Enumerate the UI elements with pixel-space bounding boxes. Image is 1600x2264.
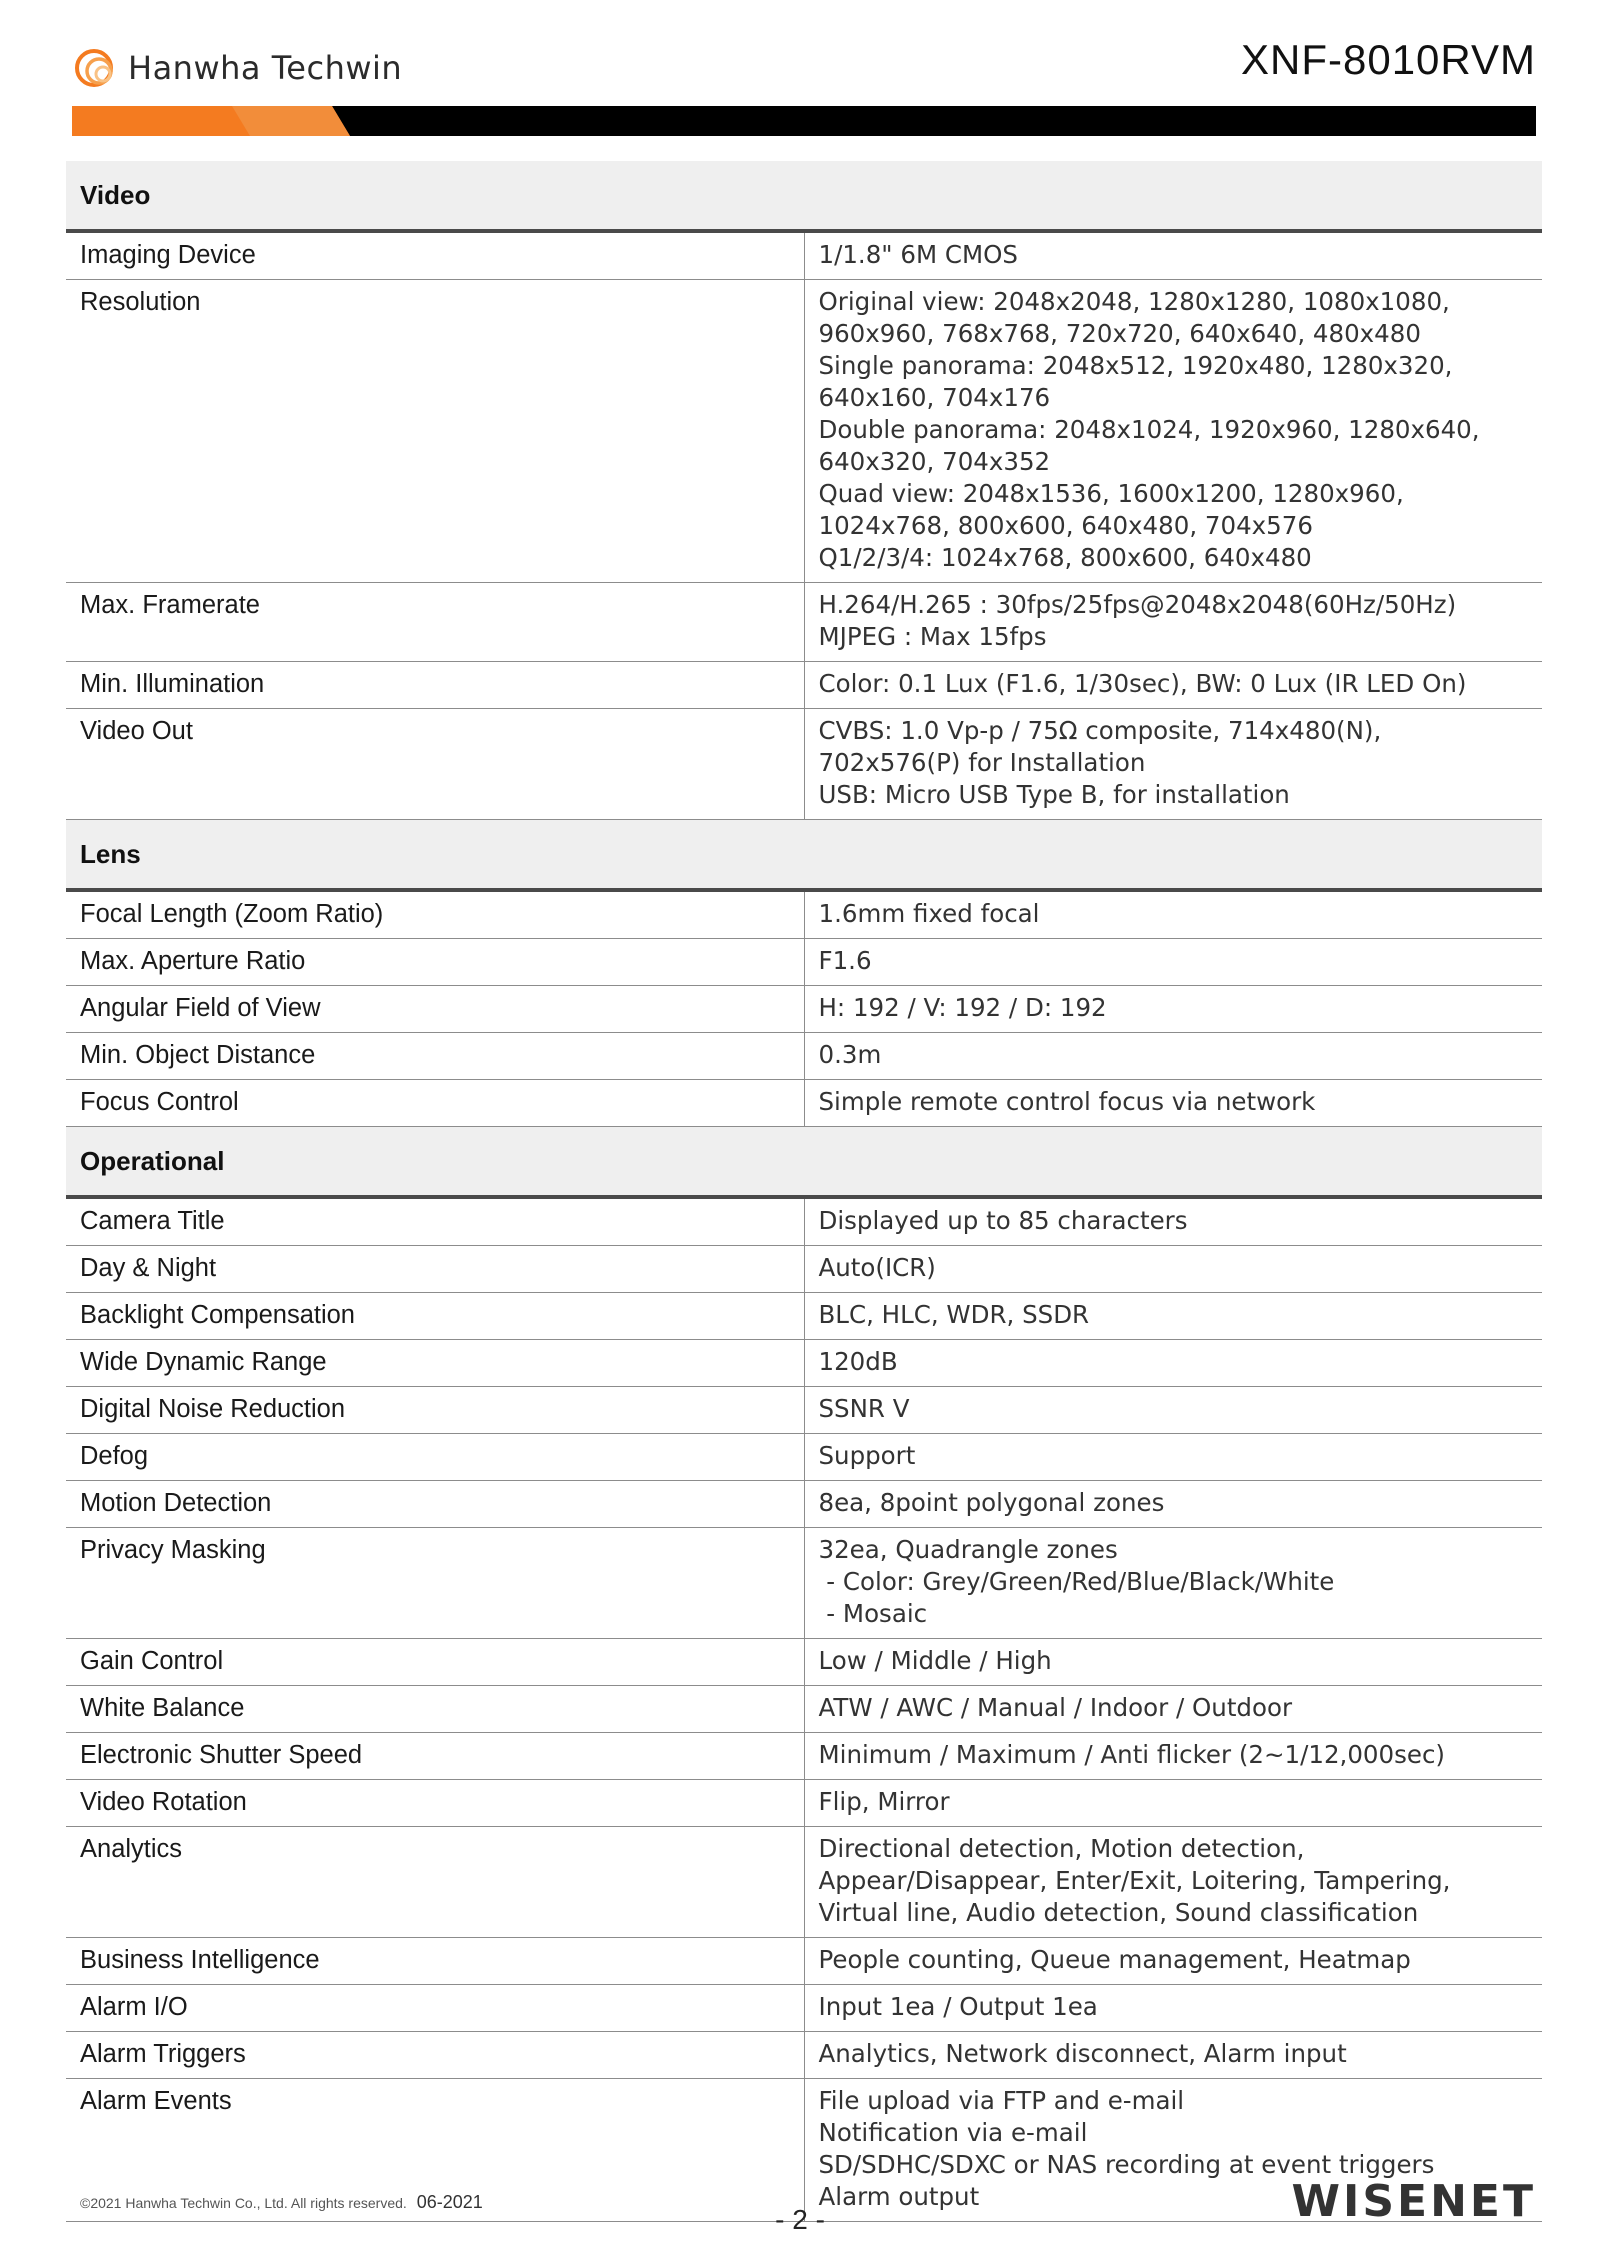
spec-value: [804, 1387, 1542, 1434]
spec-value-line: People counting, Queue management, Heatmap: [818, 1945, 1411, 1974]
spec-label: Analytics: [66, 1827, 804, 1938]
spec-row: [66, 1686, 1542, 1733]
spec-label: Video Rotation: [66, 1780, 804, 1827]
spec-value-line: 0.3m: [818, 1040, 882, 1069]
spec-value-line: 1.6mm fixed focal: [818, 899, 1040, 928]
model-number: XNF-8010RVM: [1241, 36, 1536, 83]
spec-value: [804, 890, 1542, 939]
header-bar: [72, 106, 1536, 136]
spec-label: Day & Night: [66, 1246, 804, 1293]
spec-value-line: - Color: Grey/Green/Red/Blue/Black/White: [818, 1567, 1335, 1596]
spec-value-line: Low / Middle / High: [818, 1646, 1052, 1675]
spec-label: Motion Detection: [66, 1481, 804, 1528]
spec-row: [66, 1387, 1542, 1434]
spec-value: [804, 662, 1542, 709]
spec-value-line: 120dB: [818, 1347, 898, 1376]
spec-value-line: Displayed up to 85 characters: [818, 1206, 1188, 1235]
spec-value-line: F1.6: [818, 946, 872, 975]
spec-value-line: SD/SDHC/SDXC or NAS recording at event triggers: [818, 2150, 1435, 2179]
spec-value-line: MJPEG : Max 15fps: [818, 622, 1047, 651]
spec-value: [804, 2032, 1542, 2079]
spec-row: [66, 1481, 1542, 1528]
spec-value-line: ATW / AWC / Manual / Indoor / Outdoor: [818, 1693, 1293, 1722]
spec-value: [804, 1985, 1542, 2032]
spec-row: [66, 280, 1542, 583]
spec-label: Alarm Events: [66, 2079, 804, 2222]
spec-row: [66, 2032, 1542, 2079]
spec-label: White Balance: [66, 1686, 804, 1733]
spec-value: [804, 939, 1542, 986]
spec-row: [66, 1780, 1542, 1827]
spec-row: [66, 709, 1542, 820]
spec-row: [66, 1827, 1542, 1938]
spec-value: [804, 1733, 1542, 1780]
spec-row: [66, 1293, 1542, 1340]
spec-value: [804, 1340, 1542, 1387]
spec-row: [66, 583, 1542, 662]
spec-value-line: 1/1.8" 6M CMOS: [818, 240, 1018, 269]
spec-value-line: Alarm output: [818, 2182, 980, 2211]
spec-row: [66, 1528, 1542, 1639]
spec-value-line: Directional detection, Motion detection, Appear/Disappear, Enter/Exit, Loitering, Tampering, Virtual line, Audio detection, Sound classification: [818, 1834, 1459, 1927]
spec-value: [804, 986, 1542, 1033]
spec-label: Privacy Masking: [66, 1528, 804, 1639]
spec-value-line: - Mosaic: [818, 1599, 928, 1628]
specification-table: [66, 161, 1542, 2222]
spec-value-line: Notification via e-mail: [818, 2118, 1088, 2147]
spec-value-line: 32ea, Quadrangle zones: [818, 1535, 1118, 1564]
company-logo: [72, 44, 402, 92]
spec-label: Gain Control: [66, 1639, 804, 1686]
spec-value-line: BLC, HLC, WDR, SSDR: [818, 1300, 1090, 1329]
spec-row: [66, 1985, 1542, 2032]
spec-label: Focus Control: [66, 1080, 804, 1127]
spec-label: Digital Noise Reduction: [66, 1387, 804, 1434]
section-header-operational: [66, 1127, 1542, 1198]
spec-value: [804, 1528, 1542, 1639]
spec-value-line: H: 192 / V: 192 / D: 192: [818, 993, 1107, 1022]
spec-value: [804, 1938, 1542, 1985]
spec-value: [804, 709, 1542, 820]
spec-label: Max. Aperture Ratio: [66, 939, 804, 986]
spec-row: [66, 939, 1542, 986]
section-header-video: [66, 161, 1542, 231]
spec-value-line: 8ea, 8point polygonal zones: [818, 1488, 1165, 1517]
spec-value-line: Color: 0.1 Lux (F1.6, 1/30sec), BW: 0 Lux (IR LED On): [818, 669, 1467, 698]
spec-value-line: Original view: 2048x2048, 1280x1280, 1080x1080, 960x960, 768x768, 720x720, 640x640, 480x480: [818, 287, 1458, 348]
spec-label: Backlight Compensation: [66, 1293, 804, 1340]
company-name: Hanwha Techwin: [128, 49, 403, 87]
spec-value-line: Minimum / Maximum / Anti flicker (2~1/12,000sec): [818, 1740, 1445, 1769]
spec-label: Defog: [66, 1434, 804, 1481]
spec-label: Wide Dynamic Range: [66, 1340, 804, 1387]
spec-value-line: Simple remote control focus via network: [818, 1087, 1316, 1116]
spec-value-line: File upload via FTP and e-mail: [818, 2086, 1185, 2115]
spec-value: [804, 1639, 1542, 1686]
spec-value: [804, 1246, 1542, 1293]
spec-row: [66, 1197, 1542, 1246]
document-date: 06-2021: [416, 2192, 483, 2212]
hanwha-logo-icon: [72, 44, 120, 92]
section-header-lens: [66, 820, 1542, 891]
section-title: Video: [66, 161, 1542, 231]
copyright-text: ©2021 Hanwha Techwin Co., Ltd. All rights reserved.: [80, 2195, 407, 2211]
spec-label: Camera Title: [66, 1197, 804, 1246]
spec-value-line: Flip, Mirror: [818, 1787, 950, 1816]
spec-row: [66, 986, 1542, 1033]
spec-value: [804, 1434, 1542, 1481]
spec-label: Max. Framerate: [66, 583, 804, 662]
spec-value-line: Double panorama: 2048x1024, 1920x960, 1280x640, 640x320, 704x352: [818, 415, 1488, 476]
spec-row: [66, 1938, 1542, 1985]
spec-value: [804, 1481, 1542, 1528]
spec-row: [66, 890, 1542, 939]
spec-value-line: USB: Micro USB Type B, for installation: [818, 780, 1290, 809]
spec-value-line: Input 1ea / Output 1ea: [818, 1992, 1098, 2021]
spec-label: Min. Object Distance: [66, 1033, 804, 1080]
spec-label: Angular Field of View: [66, 986, 804, 1033]
spec-value: [804, 583, 1542, 662]
spec-label: Business Intelligence: [66, 1938, 804, 1985]
spec-label: Alarm I/O: [66, 1985, 804, 2032]
spec-label: Video Out: [66, 709, 804, 820]
spec-row: [66, 1033, 1542, 1080]
spec-value-line: CVBS: 1.0 Vp-p / 75Ω composite, 714x480(N), 702x576(P) for Installation: [818, 716, 1390, 777]
spec-row: [66, 1733, 1542, 1780]
spec-value-line: Auto(ICR): [818, 1253, 936, 1282]
spec-value: [804, 231, 1542, 280]
spec-label: Imaging Device: [66, 231, 804, 280]
section-title: Operational: [66, 1127, 1542, 1198]
spec-value: [804, 1293, 1542, 1340]
spec-value: [804, 1827, 1542, 1938]
spec-value-line: H.264/H.265 : 30fps/25fps@2048x2048(60Hz/50Hz): [818, 590, 1457, 619]
spec-row: [66, 1434, 1542, 1481]
spec-value-line: Single panorama: 2048x512, 1920x480, 1280x320, 640x160, 704x176: [818, 351, 1461, 412]
wisenet-logo: WISENET: [1291, 2176, 1536, 2227]
spec-row: [66, 1639, 1542, 1686]
spec-value: [804, 1780, 1542, 1827]
spec-row: [66, 1080, 1542, 1127]
spec-value-line: Support: [818, 1441, 916, 1470]
spec-row: [66, 1246, 1542, 1293]
page-number: - 2 -: [775, 2204, 825, 2235]
spec-label: Min. Illumination: [66, 662, 804, 709]
spec-label: Focal Length (Zoom Ratio): [66, 890, 804, 939]
spec-value: [804, 1686, 1542, 1733]
spec-label: Electronic Shutter Speed: [66, 1733, 804, 1780]
spec-label: Alarm Triggers: [66, 2032, 804, 2079]
spec-value: [804, 1033, 1542, 1080]
spec-row: [66, 662, 1542, 709]
spec-value: [804, 280, 1542, 583]
spec-value: [804, 1080, 1542, 1127]
section-title: Lens: [66, 820, 1542, 891]
spec-value-line: Quad view: 2048x1536, 1600x1200, 1280x960, 1024x768, 800x600, 640x480, 704x576: [818, 479, 1412, 540]
spec-label: Resolution: [66, 280, 804, 583]
spec-value-line: Analytics, Network disconnect, Alarm input: [818, 2039, 1347, 2068]
spec-value: [804, 1197, 1542, 1246]
spec-row: [66, 231, 1542, 280]
spec-value-line: SSNR V: [818, 1394, 910, 1423]
spec-value-line: Q1/2/3/4: 1024x768, 800x600, 640x480: [818, 543, 1312, 572]
spec-row: [66, 1340, 1542, 1387]
page-header: [0, 0, 1600, 140]
